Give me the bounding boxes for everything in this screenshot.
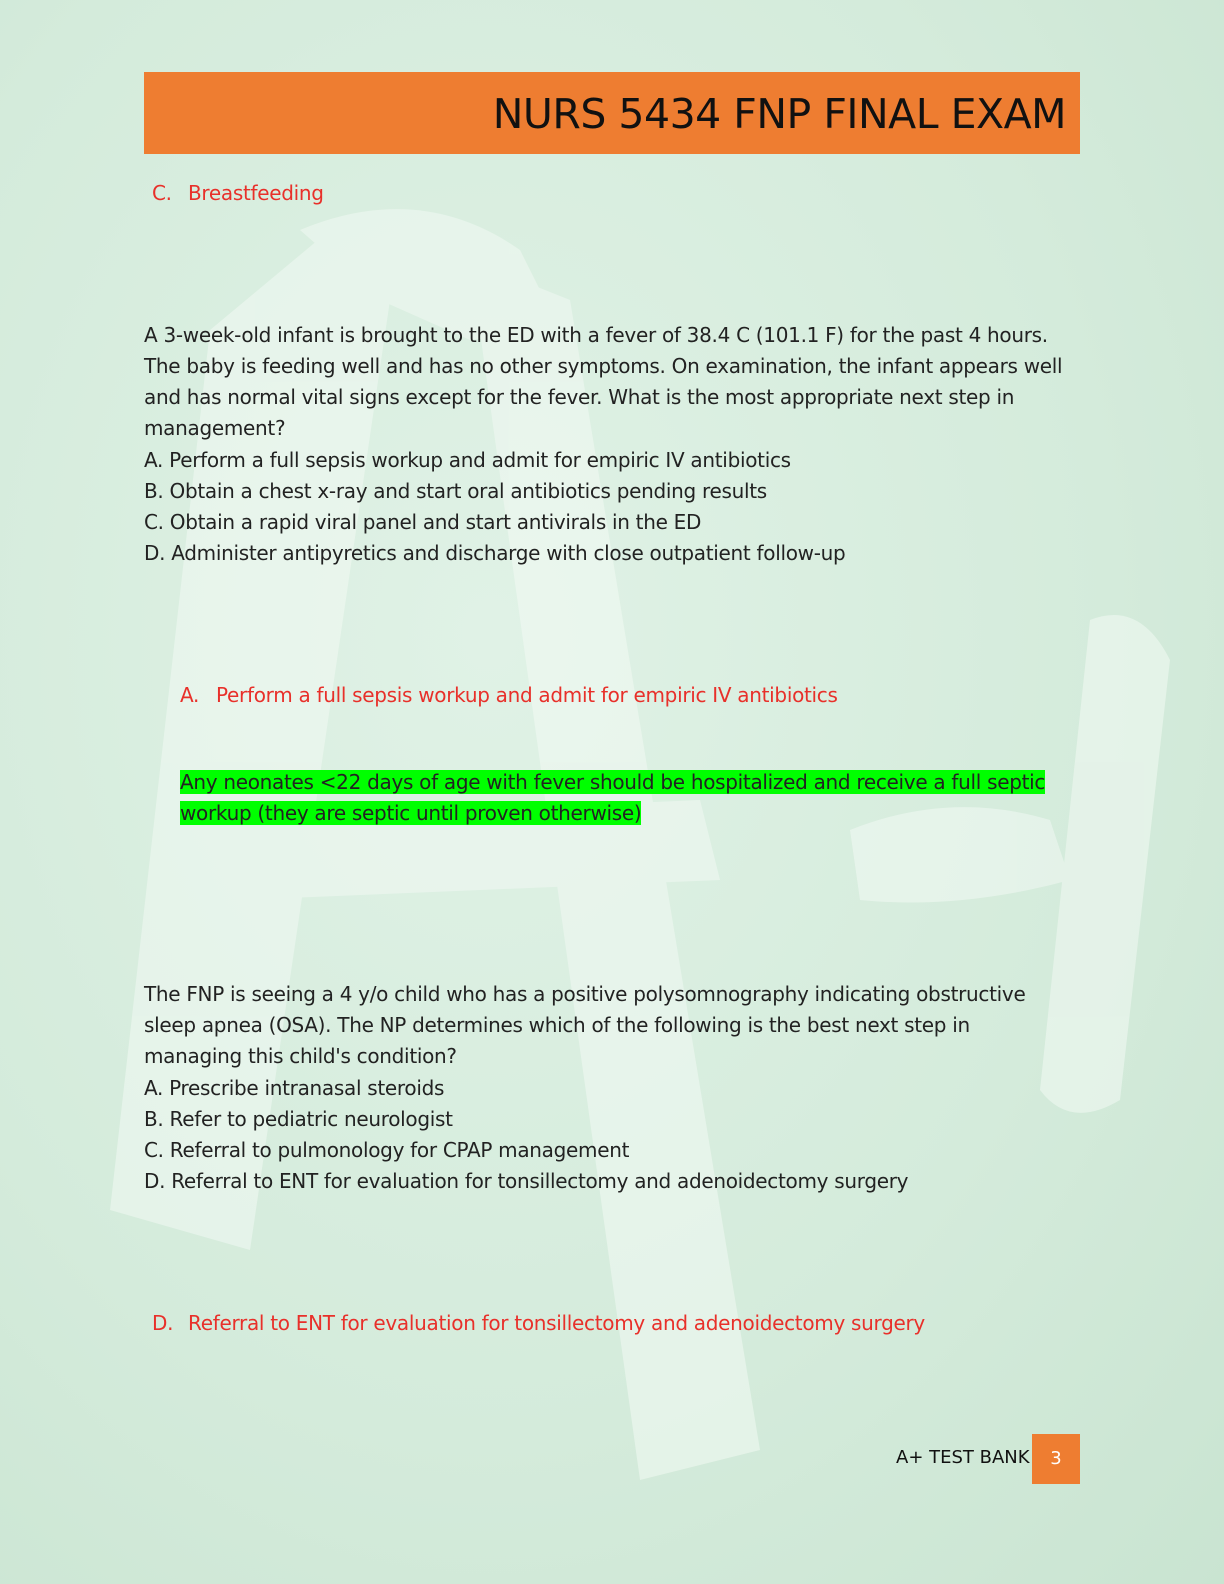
question-1-option-d: D. Administer antipyretics and discharge with close outpatient follow-up bbox=[144, 541, 846, 565]
previous-answer bbox=[152, 178, 324, 209]
footer-label: A+ TEST BANK bbox=[896, 1447, 1030, 1468]
header-bar bbox=[144, 72, 1080, 154]
question-2-option-c: C. Referral to pulmonology for CPAP management bbox=[144, 1138, 630, 1162]
question-2-stem-line: The FNP is seeing a 4 y/o child who has a positive polysomnography indicating obstructive bbox=[144, 982, 1026, 1006]
question-1-stem-line: A 3-week-old infant is brought to the ED with a fever of 38.4 C (101.1 F) for the past 4 hours. bbox=[144, 323, 1048, 347]
previous-answer-text: Breastfeeding bbox=[188, 181, 324, 205]
question-2-answer bbox=[152, 1308, 925, 1339]
rationale-line: workup (they are septic until proven otherwise) bbox=[180, 801, 642, 825]
question-1-answer bbox=[180, 680, 838, 711]
page-title: NURS 5434 FNP FINAL EXAM bbox=[492, 90, 1066, 138]
question-1-answer-text: Perform a full sepsis workup and admit for empiric IV antibiotics bbox=[216, 683, 838, 707]
rationale-line: Any neonates <22 days of age with fever should be hospitalized and receive a full septic bbox=[180, 770, 1046, 794]
question-1-option-a: A. Perform a full sepsis workup and admit for empiric IV antibiotics bbox=[144, 448, 791, 472]
question-2-option-a: A. Prescribe intranasal steroids bbox=[144, 1076, 445, 1100]
question-1-option-c: C. Obtain a rapid viral panel and start antivirals in the ED bbox=[144, 510, 702, 534]
question-2-option-b: B. Refer to pediatric neurologist bbox=[144, 1107, 453, 1131]
question-2-stem-line: sleep apnea (OSA). The NP determines which of the following is the best next step in bbox=[144, 1013, 970, 1037]
question-1-rationale bbox=[180, 767, 1045, 829]
question-1-stem-line: The baby is feeding well and has no other symptoms. On examination, the infant appears well bbox=[144, 354, 1063, 378]
question-1-answer-letter: A. bbox=[180, 683, 200, 707]
previous-answer-letter: C. bbox=[152, 181, 172, 205]
question-2-answer-text: Referral to ENT for evaluation for tonsillectomy and adenoidectomy surgery bbox=[188, 1311, 925, 1335]
question-2-answer-letter: D. bbox=[152, 1311, 174, 1335]
question-2-option-d: D. Referral to ENT for evaluation for tonsillectomy and adenoidectomy surgery bbox=[144, 1169, 909, 1193]
question-1-stem-line: management? bbox=[144, 416, 286, 440]
question-1-stem-line: and has normal vital signs except for the fever. What is the most appropriate next step in bbox=[144, 385, 1015, 409]
page-number: 3 bbox=[1032, 1434, 1080, 1484]
question-1-option-b: B. Obtain a chest x-ray and start oral antibiotics pending results bbox=[144, 479, 767, 503]
question-2-stem-line: managing this child's condition? bbox=[144, 1044, 457, 1068]
